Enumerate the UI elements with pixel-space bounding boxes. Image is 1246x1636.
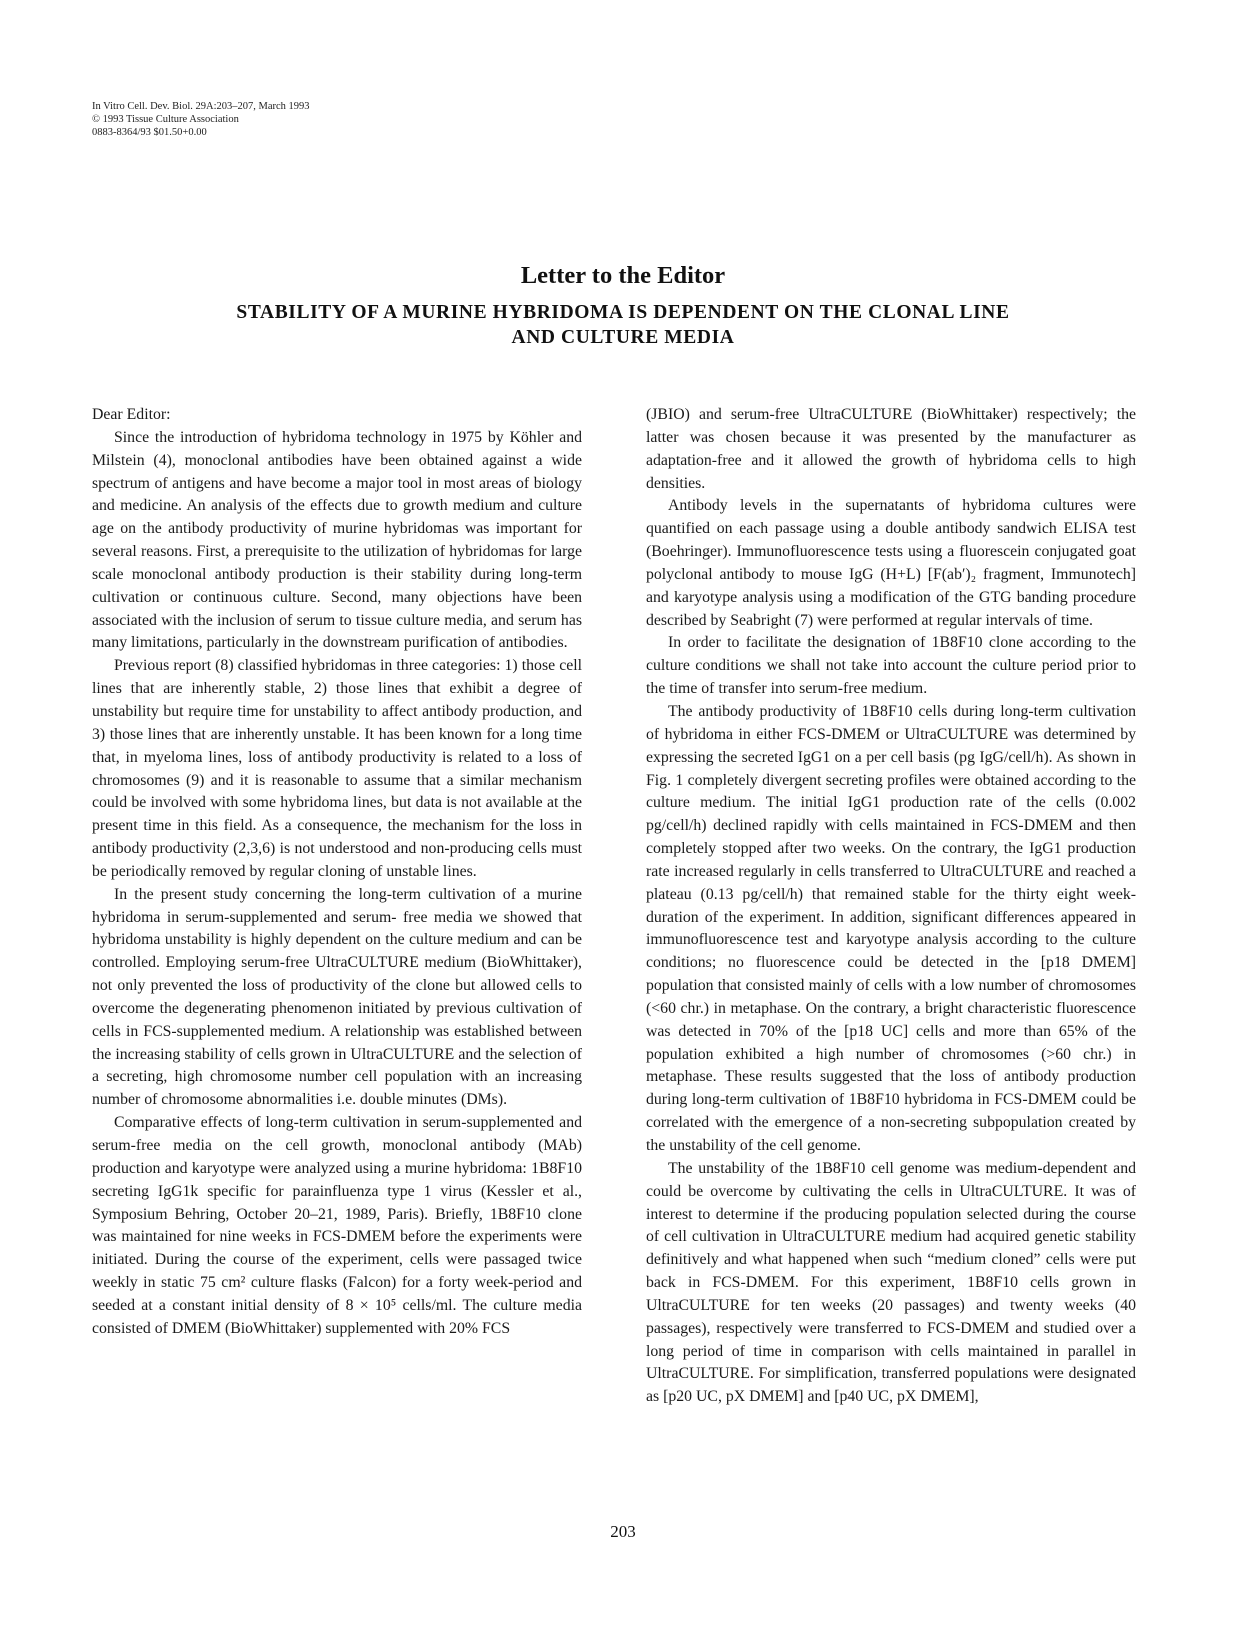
citation-line: In Vitro Cell. Dev. Biol. 29A:203–207, March 1993 [92, 101, 310, 112]
paragraph: Previous report (8) classified hybridomas in three categories: 1) those cell lines that are inherently stable, 2) those lines that exhibit a degree of unstability but require time for unstability to affect antibody production, and 3) those lines that are inherently unstable. It has been known for a long time that, in myeloma lines, loss of antibody productivity is related to a loss of chromosomes (9) and it is reasonable to assume that a similar mechanism could be involved with some hybridoma lines, but data is not available at the present time in this field. As a consequence, the mechanism for the loss in antibody productivity (2,3,6) is not understood and non-producing cells must be periodically removed by regular cloning of unstable lines. [92, 657, 582, 880]
citation-line: © 1993 Tissue Culture Association [92, 114, 239, 125]
paragraph-continued: (JBIO) and serum-free UltraCULTURE (BioWhittaker) respectively; the latter was chosen because it was presented by the manufacturer as adaptation-free and it allowed the growth of hybridoma cells to high densities. [646, 406, 1136, 492]
title-line: STABILITY OF A MURINE HYBRIDOMA IS DEPENDENT ON THE CLONAL LINE [236, 302, 1010, 323]
citation-line: 0883-8364/93 $01.50+0.00 [92, 127, 207, 138]
paragraph: Comparative effects of long-term cultivation in serum-supplemented and serum-free media on the cell growth, monoclonal antibody (MAb) production and karyotype were analyzed using a murine hybridoma: 1B8F10 secreting IgG1k specific for parainfluenza type 1 virus (Kessler et al., Symposium Behring, October 20–21, 1989, Paris). Briefly, 1B8F10 clone was maintained for nine weeks in FCS-DMEM before the experiments were initiated. During the course of the experiment, cells were passaged twice weekly in static 75 cm² culture flasks (Falcon) for a forty week-period and seeded at a constant initial density of 8 × 10⁵ cells/ml. The culture media consisted of DMEM (BioWhittaker) supplemented with 20% FCS [92, 1114, 582, 1337]
paragraph: The antibody productivity of 1B8F10 cells during long-term cultivation of hybridoma in either FCS-DMEM or UltraCULTURE was determined by expressing the secreted IgG1 on a per cell basis (pg IgG/cell/h). As shown in Fig. 1 completely divergent secreting profiles were obtained according to the culture medium. The initial IgG1 production rate of the cells (0.002 pg/cell/h) declined rapidly with cells maintained in FCS-DMEM and then completely stopped after two weeks. On the contrary, the IgG1 production rate increased regularly in cells transferred to UltraCULTURE and reached a plateau (0.13 pg/cell/h) that remained stable for the thirty eight week-duration of the experiment. In addition, significant differences appeared in immunofluorescence test and karyotype analysis according to the culture conditions; no fluorescence could be detected in the [p18 DMEM] population that consisted mainly of cells with a low number of chromosomes (<60 chr.) in metaphase. On the contrary, a bright characteristic fluorescence was detected in 70% of the [p18 UC] cells and more than 65% of the population exhibited a high number of chromosomes (>60 chr.) in metaphase. These results suggested that the loss of antibody production during long-term cultivation of 1B8F10 hybridoma in FCS-DMEM could be correlated with the emergence of a non-secreting subpopulation created by the unstability of the cell genome. [646, 702, 1136, 1154]
page-number: 203 [610, 1522, 636, 1541]
paragraph: The unstability of the 1B8F10 cell genome was medium-dependent and could be overcome by cultivating the cells in UltraCULTURE. It was of interest to determine if the producing population selected during the course of cell cultivation in UltraCULTURE medium had acquired genetic stability definitively and what happened when such “medium cloned” cells were put back in FCS-DMEM. For this experiment, 1B8F10 cells grown in UltraCULTURE for ten weeks (20 passages) and twenty weeks (40 passages), respectively were transferred to FCS-DMEM and studied over a long period of time in comparison with cells maintained in parallel in UltraCULTURE. For simplification, transferred populations were designated as [p20 UC, pX DMEM] and [p40 UC, pX DMEM], [646, 1159, 1136, 1406]
paragraph: In the present study concerning the long-term cultivation of a murine hybridoma in serum-supplemented and serum- free media we showed that hybridoma unstability is highly dependent on the culture medium and can be controlled. Employing serum-free UltraCULTURE medium (BioWhittaker), not only prevented the loss of productivity of the clone but allowed cells to overcome the degenerating phenomenon initiated by previous cultivation of cells in FCS-supplemented medium. A relationship was established between the increasing stability of cells grown in UltraCULTURE and the selection of a secreting, high chromosome number cell population with an increasing number of chromosome abnormalities i.e. double minutes (DMs). [92, 885, 582, 1109]
paragraph: Since the introduction of hybridoma technology in 1975 by Köhler and Milstein (4), monoclonal antibodies have been obtained against a wide spectrum of antigens and have become a major tool in most areas of biology and medicine. An analysis of the effects due to growth medium and culture age on the antibody productivity of murine hybridomas was important for several reasons. First, a prerequisite to the utilization of hybridomas for large scale monoclonal antibody production is their stability during long-term cultivation or continuous culture. Second, many objections have been associated with the inclusion of serum to tissue culture media, and serum has many limitations, particularly in the downstream purification of antibodies. [92, 428, 582, 652]
article-title [150, 300, 1096, 350]
left-column [92, 404, 582, 1341]
section-label: Letter to the Editor [520, 262, 726, 289]
paragraph: In order to facilitate the designation of 1B8F10 clone according to the culture conditions we shall not take into account the culture period prior to the time of transfer into serum-free medium. [646, 634, 1136, 698]
journal-citation [92, 100, 310, 139]
paragraph: Antibody levels in the supernatants of hybridoma cultures were quantified on each passage using a double antibody sandwich ELISA test (Boehringer). Immunofluorescence tests using a fluorescein conjugated goat polyclonal antibody to mouse IgG (H+L) [F(ab′)₂ fragment, Immunotech] and karyotype analysis using a modification of the GTG banding procedure described by Seabright (7) were performed at regular intervals of time. [646, 497, 1136, 629]
right-column [646, 404, 1136, 1409]
salutation: Dear Editor: [92, 406, 171, 423]
title-line: AND CULTURE MEDIA [511, 327, 735, 348]
